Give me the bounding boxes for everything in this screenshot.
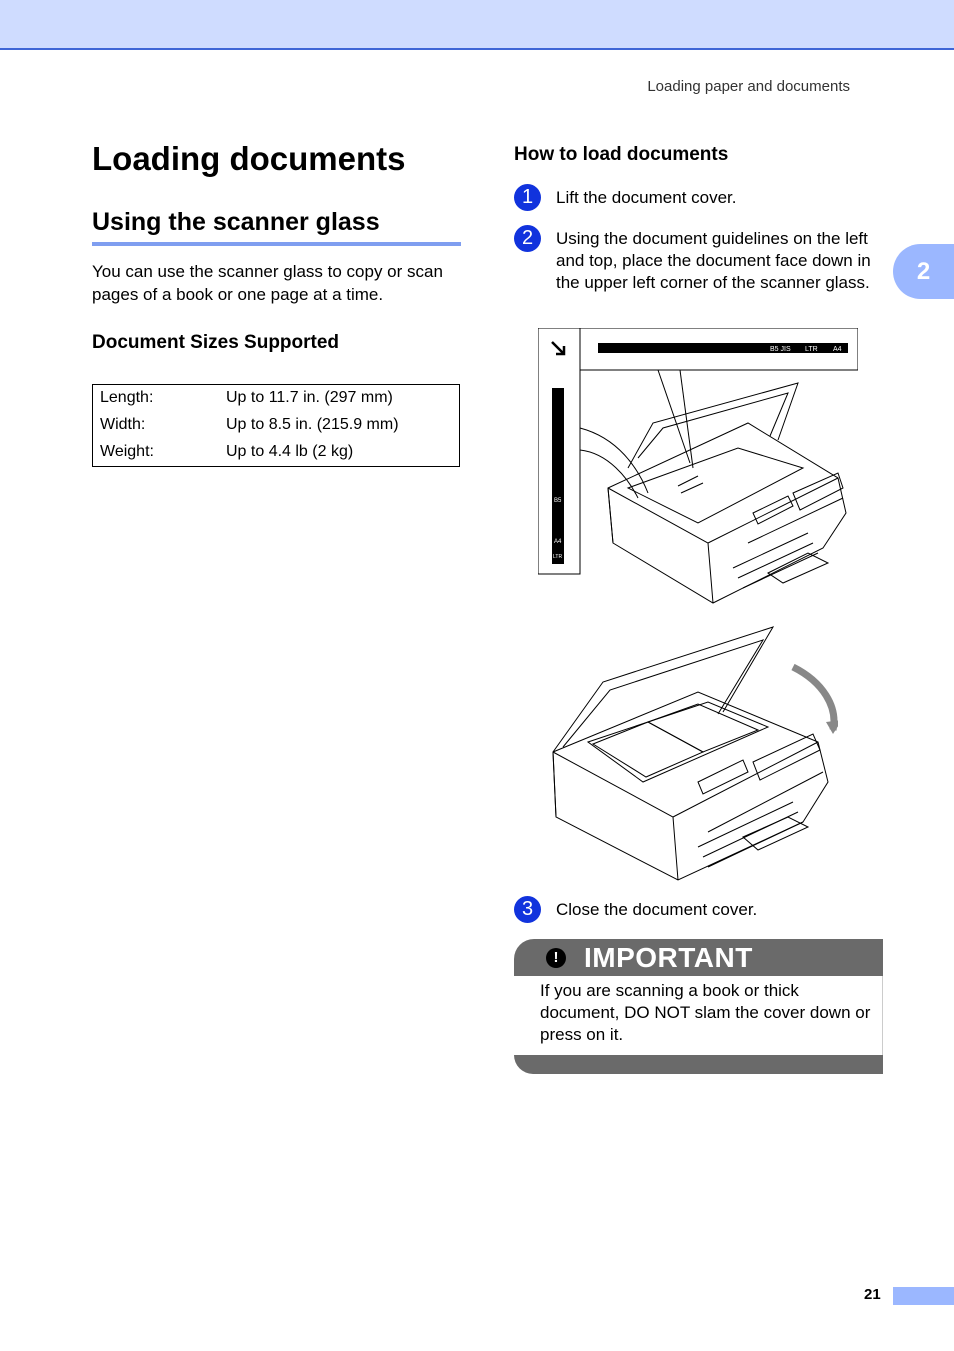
size-label: Length: bbox=[100, 389, 154, 406]
side-label-b5: B5 bbox=[554, 498, 562, 504]
size-label: Weight: bbox=[100, 443, 154, 460]
size-label: Width: bbox=[100, 416, 146, 433]
scanner-closing-illustration bbox=[548, 622, 838, 884]
step-1 bbox=[514, 184, 876, 211]
page-number-tab bbox=[893, 1287, 954, 1305]
step-3 bbox=[514, 896, 876, 923]
step-text: Using the document guidelines on the left and top, place the document face down in the upper left corner of the scanner glass. bbox=[556, 229, 871, 292]
important-text: If you are scanning a book or thick document, DO NOT slam the cover down or press on it. bbox=[514, 976, 883, 1055]
table-row bbox=[93, 416, 459, 443]
size-value: Up to 4.4 lb (2 kg) bbox=[226, 443, 354, 460]
guide-label-a4: A4 bbox=[833, 346, 842, 353]
table-row bbox=[93, 443, 459, 470]
section-title: Using the scanner glass bbox=[92, 208, 461, 246]
sizes-table bbox=[92, 384, 460, 467]
page-number: 21 bbox=[864, 1286, 881, 1303]
important-title: IMPORTANT bbox=[584, 941, 753, 973]
intro-paragraph: You can use the scanner glass to copy or scan pages of a book or one page at a time. bbox=[92, 262, 443, 304]
step-2 bbox=[514, 225, 876, 294]
side-label-ltr: LTR bbox=[553, 554, 563, 560]
guide-label-b5: B5 JIS bbox=[770, 346, 791, 353]
important-notice bbox=[514, 939, 883, 1077]
step-text: Lift the document cover. bbox=[556, 188, 737, 207]
important-header bbox=[514, 939, 883, 976]
exclamation-icon: ! bbox=[546, 948, 566, 968]
guide-label-ltr: LTR bbox=[805, 346, 818, 353]
size-value: Up to 8.5 in. (215.9 mm) bbox=[226, 416, 399, 433]
step-text: Close the document cover. bbox=[556, 900, 758, 919]
top-header-bar bbox=[0, 0, 954, 50]
close-arrow-icon bbox=[793, 667, 834, 730]
chapter-tab: 2 bbox=[893, 244, 954, 299]
table-row bbox=[93, 389, 459, 416]
step-number-badge: 3 bbox=[514, 896, 541, 923]
page-title: Loading documents bbox=[92, 140, 406, 177]
scanner-open-illustration bbox=[538, 328, 858, 608]
side-label-a4: A4 bbox=[554, 539, 562, 545]
step-number-badge: 2 bbox=[514, 225, 541, 252]
how-to-heading: How to load documents bbox=[514, 144, 729, 165]
sizes-heading: Document Sizes Supported bbox=[92, 332, 340, 353]
step-number-badge: 1 bbox=[514, 184, 541, 211]
important-footer-bar bbox=[514, 1055, 883, 1074]
running-header: Loading paper and documents bbox=[647, 78, 850, 95]
size-value: Up to 11.7 in. (297 mm) bbox=[226, 389, 393, 406]
corner-arrow-icon bbox=[552, 342, 564, 354]
